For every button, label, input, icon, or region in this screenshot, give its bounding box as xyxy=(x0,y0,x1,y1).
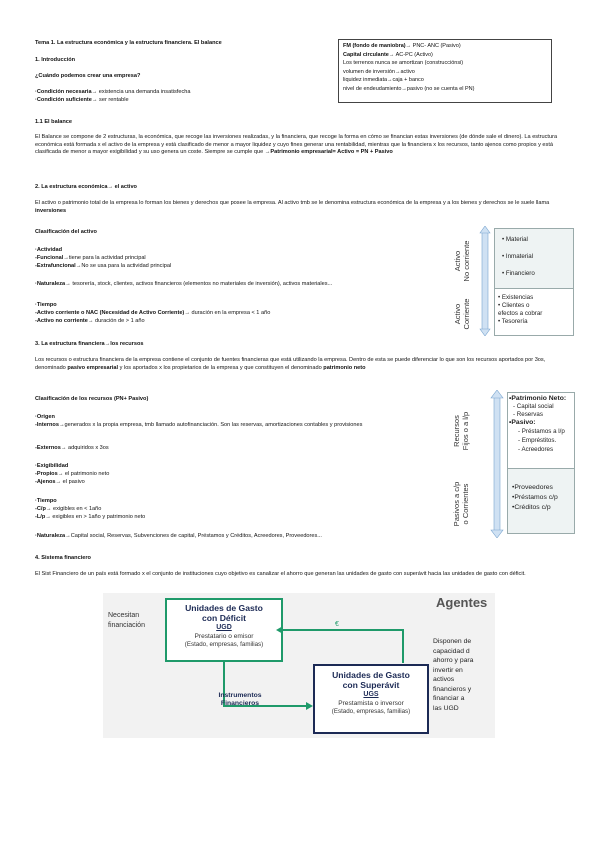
euro-label: € xyxy=(335,621,339,628)
recursos-fijos-label: Recursos Fijos o a l/p xyxy=(452,411,470,451)
list-item: • Material xyxy=(502,236,528,243)
list-item: - Acreedores xyxy=(518,446,554,453)
activo-corriente: -Activo corriente o NAC (Necesidad de Activo Corriente)→ duración en la empresa < 1 año xyxy=(35,310,271,316)
activo-corriente-label: Activo Corriente xyxy=(453,298,471,330)
sistema-paragraph: El Sist Financiero de un país está formado x el conjunto de instituciones cuyo objetivo es canalizar el ahorro que generan las unidades de gasto con superávit hacia las unidades de gasto con déficit. xyxy=(35,571,526,577)
list-item: - Empréstitos. xyxy=(518,437,557,444)
ugs-description: Disponen de capacidad d ahorro y para invertir en activos financieros y financiar a las UGD xyxy=(433,638,474,712)
recursos-exigibilidad-heading: ·Exigibilidad xyxy=(35,463,69,469)
ugs-box: Unidades de Gasto con Superávit UGS Prestamista o inversor (Estado, empresas, familias) xyxy=(313,664,429,734)
ugs-abbr: UGS xyxy=(363,691,379,698)
fin-paragraph: Los recursos o estructura financiera de la empresa contiene el conjunto de fuentes financieras que está utilizando la empresa. Dentro de esta se puede diferenciar lo que son los recursos aportados por 3os, denominado pasivo empresarial y los aportados x los propietarios de la empresa y que constituyen el denominado patrimonio neto xyxy=(35,357,546,371)
activo-no-corriente-label: Activo No corriente xyxy=(453,240,471,282)
activo-extrafuncional: -Extrafuncional→No se usa para la actividad principal xyxy=(35,263,172,269)
list-item: •Pasivo: xyxy=(509,419,536,426)
summary-line: FM (fondo de maniobra)→ PNC- ANC (Pasivo) xyxy=(343,43,461,49)
summary-box xyxy=(338,39,552,103)
section-heading-intro: 1. Introducción xyxy=(35,57,76,63)
activo-arrow-icon xyxy=(479,226,491,336)
activo-naturaleza: ·Naturaleza→ tesorería, stock, clientes, activos financieros (elementos no materiales de inversión), activos materiales... xyxy=(35,281,333,287)
list-item: • Existencias xyxy=(498,294,534,301)
recursos-ajenos: -Ajenos→ el pasivo xyxy=(35,479,85,485)
section-heading-fin: 3. La estructura financiera→los recursos xyxy=(35,341,144,347)
intro-question: ¿Cuándo podemos crear una empresa? xyxy=(35,73,141,79)
list-item: - Reservas xyxy=(513,411,543,418)
list-item: - Capital social xyxy=(513,403,554,410)
section-heading-sistema: 4. Sistema financiero xyxy=(35,555,91,561)
recursos-naturaleza: ·Naturaleza→Capital social, Reservas, Subvenciones de capital, Préstamos y Créditos, Acreedores, Proveedores... xyxy=(35,533,322,539)
econ-paragraph: El activo o patrimonio total de la empresa lo forman los bienes y derechos que posee la empresa. Al activo tmb se le denomina estructura económica de la empresa y a los bienes y derechos se le suele llama inversiones xyxy=(35,200,550,214)
list-item: • Clientes o xyxy=(498,302,530,309)
summary-line: nivel de endeudamiento→pasivo (no se cuenta el PN) xyxy=(343,85,475,92)
pasivos-cp-label: Pasivos a c/p o Corrientes xyxy=(452,481,470,527)
activo-funcional: -Funcional→tiene para la actividad principal xyxy=(35,255,146,261)
activo-actividad-heading: ·Actividad xyxy=(35,247,63,253)
summary-line: Los terrenos nunca se amortizan (construcciónsi) xyxy=(343,60,464,67)
section-heading-balance: 1.1 El balance xyxy=(35,119,73,125)
recursos-arrow-icon xyxy=(490,390,504,538)
agentes-diagram xyxy=(103,593,495,738)
activo-tiempo-heading: ·Tiempo xyxy=(35,302,57,308)
necesitan-financiacion-note: Necesitan financiación xyxy=(108,612,145,629)
recursos-tiempo-heading: ·Tiempo xyxy=(35,498,57,504)
list-item: •Patrimonio Neto: xyxy=(509,395,567,402)
recursos-externos: -Externos→ adquiridos x 3os xyxy=(35,445,109,451)
balance-paragraph: El Balance se compone de 2 estructuras, la económica, que recoge las inversiones realizadas, y la financiera, que recoge la forma en cómo se financian estas inversiones (de dónde sale el dinero). La estructura económica está formada x el activo de la empresa y está clasificado de menor a mayor liquidez y cuyo fines generar una rentabilidad, mientras que la financiera x los recursos, tanto ajenos como propios y está clasificada de menor a mayor exigibilidad y su uso genera un coste. Siempre se cumple que →Patrimonio empresarial= Activo = PN + Pasivo xyxy=(35,134,558,156)
instrumentos-financieros-label: Instrumentos Financieros xyxy=(218,692,262,707)
list-item: • Financiero xyxy=(502,270,535,277)
page-title: Tema 1. La estructura económica y la estructura financiera. El balance xyxy=(35,40,222,46)
recursos-lp: -L/p→ exigibles en > 1año y patrimonio neto xyxy=(35,514,146,520)
section-heading-econ: 2. La estructura económica→ el activo xyxy=(35,184,137,190)
ugd-box: Unidades de Gasto con Déficit UGD Prestatario o emisor (Estado, empresas, familias) xyxy=(165,598,283,662)
condition-necessary: ·Condición necesaria→ existencia una demanda insatisfecha xyxy=(35,89,191,95)
list-item: •Proveedores xyxy=(512,484,553,491)
activo-diagram xyxy=(452,226,573,336)
list-item: • Tesorería xyxy=(498,318,528,325)
summary-line: volumen de inversión→activo xyxy=(343,68,415,75)
recursos-classification-heading: Clasificación de los recursos (PN+ Pasivo) xyxy=(35,396,149,402)
list-item: •Créditos c/p xyxy=(512,504,551,511)
recursos-propios: -Propios→ el patrimonio neto xyxy=(35,471,110,477)
activo-no-corriente: -Activo no corriente→ duración de > 1 año xyxy=(35,318,145,324)
recursos-origen-heading: ·Origen xyxy=(35,414,55,420)
list-item: •Préstamos c/p xyxy=(512,494,558,501)
summary-line: Capital circulante→ AC-PC (Activo) xyxy=(343,51,433,58)
activo-classification-heading: Clasificación del activo xyxy=(35,229,97,235)
recursos-cp: -C/p→ exigibles en < 1año xyxy=(35,506,102,512)
condition-sufficient: ·Condición suficiente→ ser rentable xyxy=(35,97,129,103)
agentes-title: Agentes xyxy=(436,595,488,610)
summary-line: liquidez inmediata→caja + banco xyxy=(343,77,424,84)
ugd-abbr: UGD xyxy=(216,624,232,631)
list-item: efectos a cobrar xyxy=(498,310,543,317)
list-item: • Inmaterial xyxy=(502,253,534,260)
recursos-diagram xyxy=(452,390,573,540)
list-item: - Préstamos a l/p xyxy=(518,428,565,435)
recursos-internos: -Internos→generados x la propia empresa, tmb llamado autofinanciación. Son las reservas, amortizaciones contables y provisiones xyxy=(35,422,363,428)
